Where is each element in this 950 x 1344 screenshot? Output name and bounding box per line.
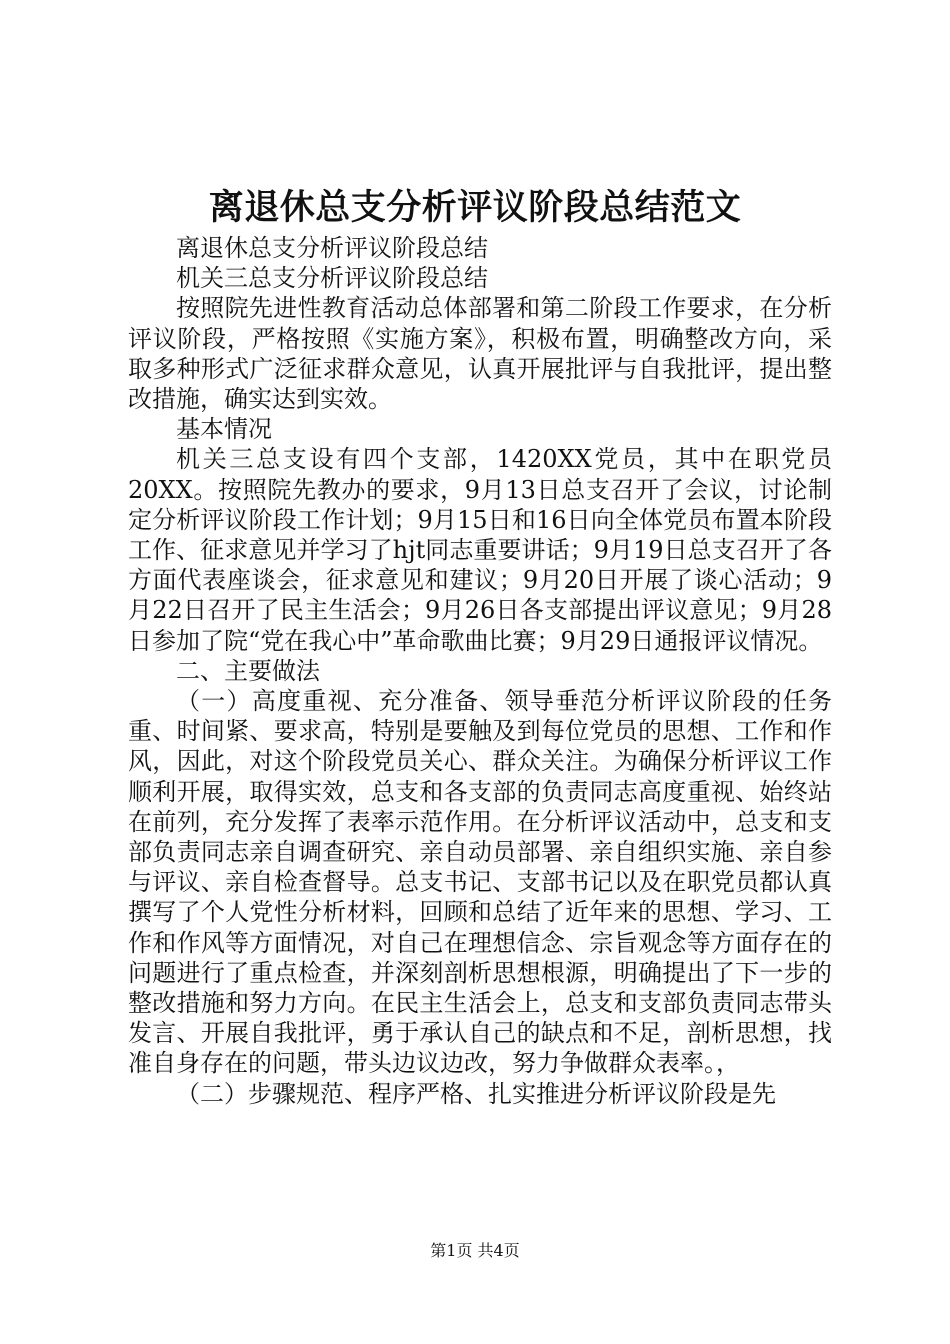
paragraph-subtitle-1: 离退休总支分析评议阶段总结 xyxy=(176,234,488,262)
section-heading-main-methods: 二、主要做法 xyxy=(176,656,320,685)
document-body xyxy=(128,233,832,1109)
paragraph-intro: 按照院先进性教育活动总体部署和第二阶段工作要求，在分析评议阶段，严格按照《实施方案》，积极布置，明确整改方向，采取多种形式广泛征求群众意见，认真开展批评与自我批评，提出整改措施，确实达到实效。 xyxy=(128,294,832,414)
paragraph-method-2: （二）步骤规范、程序严格、扎实推进分析评议阶段是先 xyxy=(176,1079,776,1108)
paragraph-subtitle-2: 机关三总支分析评议阶段总结 xyxy=(176,264,488,293)
paragraph-method-1: （一）高度重视、充分准备、领导垂范分析评议阶段的任务重、时间紧、要求高，特别是要触及到每位党员的思想、工作和作风，因此，对这个阶段党员关心、群众关注。为确保分析评议工作顺利开展，取得实效，总支和各支部的负责同志高度重视、始终站在前列，充分发挥了表率示范作用。在分析评议活动中，总支和支部负责同志亲自调查研究、亲自动员部署、亲自组织实施、亲自参与评议、亲自检查督导。总支书记、支部书记以及在职党员都认真撰写了个人党性分析材料，回顾和总结了近年来的思想、学习、工作和作风等方面情况，对自己在理想信念、宗旨观念等方面存在的问题进行了重点检查，并深刻剖析思想根源，明确提出了下一步的整改措施和努力方向。在民主生活会上，总支和支部负责同志带头发言、开展自我批评，勇于承认自己的缺点和不足，剖析思想，找准自身存在的问题，带头边议边改，努力争做群众表率。， xyxy=(128,687,832,1078)
page-indicator: 第1页 共4页 xyxy=(430,1241,520,1260)
section-heading-basic: 基本情况 xyxy=(176,415,272,444)
paragraph-basic-situation: 机关三总支设有四个支部，1420XX党员，其中在职党员20XX。按照院先教办的要求，9月13日总支召开了会议，讨论制定分析评议阶段工作计划；9月15日和16日向全体党员布置本阶段工作、征求意见并学习了hjt同志重要讲话；9月19日总支召开了各方面代表座谈会，征求意见和建议；9月20日开展了谈心活动；9月22日召开了民主生活会；9月26日各支部提出评议意见；9月28日参加了院“党在我心中”革命歌曲比赛；9月29日通报评议情况。 xyxy=(128,445,832,655)
document-title: 离退休总支分析评议阶段总结范文 xyxy=(208,187,742,228)
